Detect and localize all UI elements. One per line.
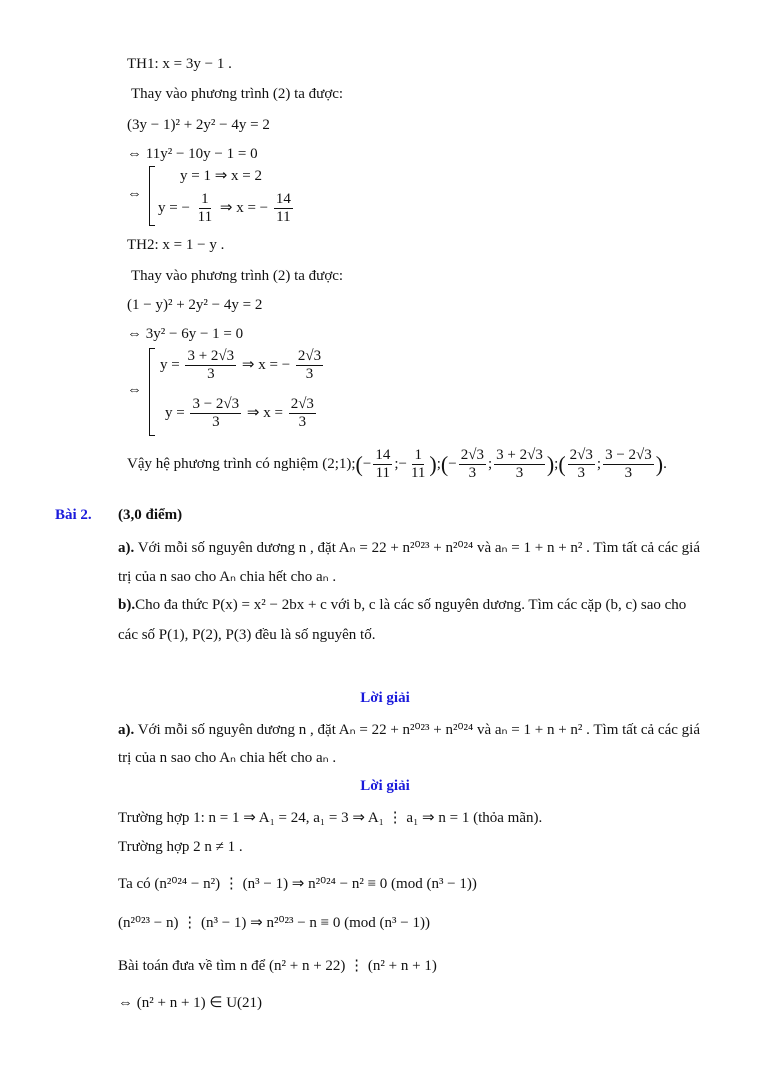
problem-a-line-2: trị của n sao cho Aₙ chia hết cho aₙ . bbox=[118, 569, 337, 585]
fraction: $\frac{3 - 2√3}{3}$ bbox=[192, 396, 240, 430]
solution-1: (2;1); bbox=[322, 455, 356, 472]
solution-line: Trường hợp 2 n ≠ 1 . bbox=[118, 839, 243, 855]
expr: y = − bbox=[158, 199, 190, 216]
substitute-text-1: Thay vào phương trình (2) ta được: bbox=[131, 86, 344, 102]
system-1-row-2 bbox=[158, 191, 295, 226]
fraction: $\frac{3 + 2√3}{3}$ bbox=[187, 348, 235, 382]
solution-heading: Lời giải bbox=[360, 778, 410, 794]
solution-line: (n²⁰²³ − n) ⋮ (n³ − 1) ⇒ n²⁰²³ − n ≡ 0 (mod (n³ − 1)) bbox=[118, 915, 430, 931]
system-bracket bbox=[149, 348, 155, 436]
system-2-row-2: y = $\frac{3 - 2√3}{3}$ ⇒ x = $\frac{2√3}{3}$ bbox=[165, 396, 314, 430]
solution-line: Trường hợp 1: n = 1 ⇒ A₁ = 24, a₁ = 3 ⇒ A₁ ⋮ a₁ ⇒ n = 1 (thỏa mãn). bbox=[118, 810, 543, 826]
problem-points: (3,0 điểm) bbox=[118, 507, 183, 523]
expr: ⇒ x = − bbox=[219, 199, 269, 216]
case-1-text: TH1: x = 3y − 1 . bbox=[127, 56, 232, 72]
equivalence-symbol: ⇔ bbox=[127, 186, 142, 202]
problem-label: Bài 2. bbox=[55, 507, 92, 523]
fraction: $\frac{14}{11}$ bbox=[275, 191, 291, 225]
equation-2: ⇔ 11y² − 10y − 1 = 0 bbox=[127, 146, 258, 162]
system-1-row-1: y = 1 ⇒ x = 2 bbox=[180, 168, 262, 184]
equation-1: (3y − 1)² + 2y² − 4y = 2 bbox=[127, 117, 270, 133]
system-bracket bbox=[149, 166, 155, 226]
solution-line: Bài toán đưa về tìm n để (n² + n + 22) ⋮ (n² + n + 1) bbox=[118, 958, 437, 974]
equivalence-symbol: ⇔ bbox=[127, 382, 142, 398]
problem-b-line-2: các số P(1), P(2), P(3) đều là số nguyên tố. bbox=[118, 627, 376, 643]
solution-set-line: Vậy hệ phương trình có nghiệm (2;1);(− $\frac{14}{11}$ ;− $\frac{1}{11}$ );(− $\frac{2√3}{3}$ ; $\frac{3 + 2√3}{3}$ );( $\frac{2√3}{3}$ ; $\frac{3 - 2√3}{3}$ ). bbox=[127, 447, 667, 481]
solution-a-line-1: a). Với mỗi số nguyên dương n , đặt Aₙ = 22 + n²⁰²³ + n²⁰²⁴ và aₙ = 1 + n + n² . Tìm tất cả các giá bbox=[118, 722, 700, 738]
case-2-text: TH2: x = 1 − y . bbox=[127, 237, 225, 253]
solution-heading: Lời giải bbox=[360, 690, 410, 706]
fraction: $\frac{2√3}{3}$ bbox=[290, 396, 314, 430]
substitute-text-2: Thay vào phương trình (2) ta được: bbox=[131, 268, 344, 284]
solution-line: ⇔ (n² + n + 1) ∈ U(21) bbox=[118, 995, 263, 1011]
equation-4: ⇔ 3y² − 6y − 1 = 0 bbox=[127, 326, 244, 342]
problem-a-line-1: a). Với mỗi số nguyên dương n , đặt Aₙ = 22 + n²⁰²³ + n²⁰²⁴ và aₙ = 1 + n + n² . Tìm tất cả các giá bbox=[118, 540, 700, 556]
fraction: $\frac{1}{11}$ bbox=[197, 191, 213, 225]
solution-a-line-2: trị của n sao cho Aₙ chia hết cho aₙ . bbox=[118, 750, 337, 766]
system-2-row-1: y = $\frac{3 + 2√3}{3}$ ⇒ x = − $\frac{2√3}{3}$ bbox=[160, 348, 322, 382]
problem-b-line-1: b).Cho đa thức P(x) = x² − 2bx + c với b, c là các số nguyên dương. Tìm các cặp (b, c) sao cho bbox=[118, 597, 687, 613]
solution-line: Ta có (n²⁰²⁴ − n²) ⋮ (n³ − 1) ⇒ n²⁰²⁴ − n² ≡ 0 (mod (n³ − 1)) bbox=[118, 876, 477, 892]
equation-3: (1 − y)² + 2y² − 4y = 2 bbox=[127, 297, 263, 313]
fraction: $\frac{2√3}{3}$ bbox=[297, 348, 322, 382]
conclusion-text: Vậy hệ phương trình có nghiệm bbox=[127, 455, 319, 472]
